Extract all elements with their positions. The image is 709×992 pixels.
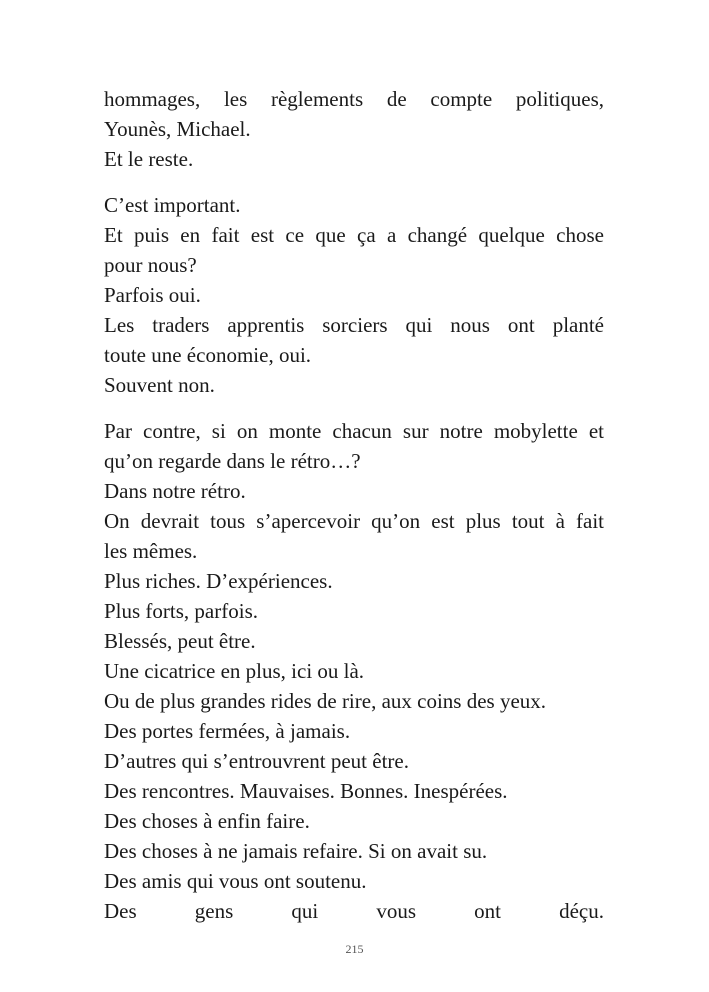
text-line: Des choses à enfin faire.: [104, 809, 310, 833]
text-line: qu’on regarde dans le rétro…?: [104, 449, 361, 473]
text-line: Souvent non.: [104, 373, 215, 397]
text-line: Une cicatrice en plus, ici ou là.: [104, 659, 365, 683]
text-line: Par contre, si on monte chacun sur notre mobylette et: [104, 419, 604, 443]
text-line: Des choses à ne jamais refaire. Si on avait su.: [104, 839, 488, 863]
text-line: Plus riches. D’expériences.: [104, 569, 333, 593]
text-line: D’autres qui s’entrouvrent peut être.: [104, 749, 409, 773]
paragraph: [104, 84, 604, 174]
text-line: On devrait tous s’apercevoir qu’on est plus tout à fait: [104, 509, 604, 533]
paragraph-gap: [104, 174, 604, 190]
text-line: C’est important.: [104, 193, 241, 217]
text-line: hommages, les règlements de compte politiques,: [104, 87, 604, 111]
text-line: Et puis en fait est ce que ça a changé quelque chose: [104, 223, 604, 247]
text-line: toute une économie, oui.: [104, 343, 312, 367]
text-line: Younès, Michael.: [104, 117, 251, 141]
text-line: Parfois oui.: [104, 283, 201, 307]
text-line: les mêmes.: [104, 539, 198, 563]
text-line: Et le reste.: [104, 147, 194, 171]
text-line: Des rencontres. Mauvaises. Bonnes. Inespérées.: [104, 779, 508, 803]
text-line: Plus forts, parfois.: [104, 599, 258, 623]
paragraph-gap: [104, 400, 604, 416]
paragraph: [104, 190, 604, 400]
text-line: Dans notre rétro.: [104, 479, 246, 503]
paragraph: [104, 416, 604, 926]
text-line: Ou de plus grandes rides de rire, aux coins des yeux.: [104, 689, 547, 713]
text-line: pour nous?: [104, 253, 197, 277]
text-line: Blessés, peut être.: [104, 629, 256, 653]
text-line: Des gens qui vous ont déçu.: [104, 899, 604, 923]
page-body: [104, 84, 604, 926]
text-line: Des portes fermées, à jamais.: [104, 719, 351, 743]
page-number: 215: [345, 942, 364, 956]
text-line: Les traders apprentis sorciers qui nous ont planté: [104, 313, 604, 337]
text-line: Des amis qui vous ont soutenu.: [104, 869, 367, 893]
